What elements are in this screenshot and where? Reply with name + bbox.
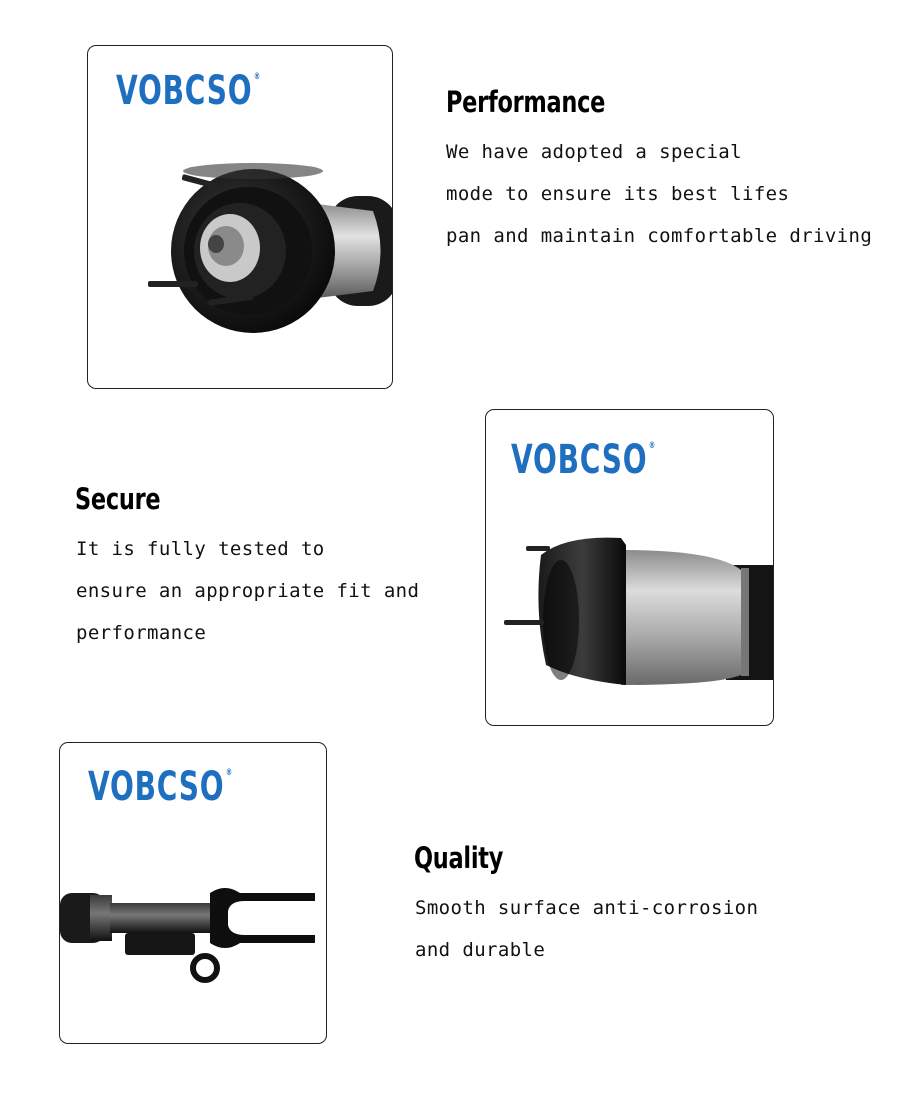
section-text-line: It is fully tested to	[76, 538, 325, 560]
section-text-line: Smooth surface anti-corrosion	[415, 897, 759, 919]
section-heading-secure: Secure	[75, 482, 161, 516]
section-text-line: ensure an appropriate fit and	[76, 580, 420, 602]
section-text-line: We have adopted a special	[446, 141, 742, 163]
brand-logo: VOBCSO ®	[511, 437, 657, 483]
section-text-line: and durable	[415, 939, 546, 961]
brand-logo: VOBCSO ®	[116, 68, 262, 114]
strut-assembly-image	[60, 743, 327, 1044]
air-strut-top-mount-image	[88, 46, 393, 389]
product-card-air-spring	[485, 409, 774, 726]
section-heading-performance: Performance	[446, 85, 606, 119]
section-text-line: mode to ensure its best lifes	[446, 183, 790, 205]
brand-logo: VOBCSO ®	[88, 764, 234, 810]
section-text-line: performance	[76, 622, 207, 644]
product-card-strut-assembly	[59, 742, 327, 1044]
section-heading-quality: Quality	[414, 841, 504, 875]
product-card-top-mount	[87, 45, 393, 389]
air-spring-side-image	[486, 410, 774, 726]
section-text-line: pan and maintain comfortable driving	[446, 225, 873, 247]
